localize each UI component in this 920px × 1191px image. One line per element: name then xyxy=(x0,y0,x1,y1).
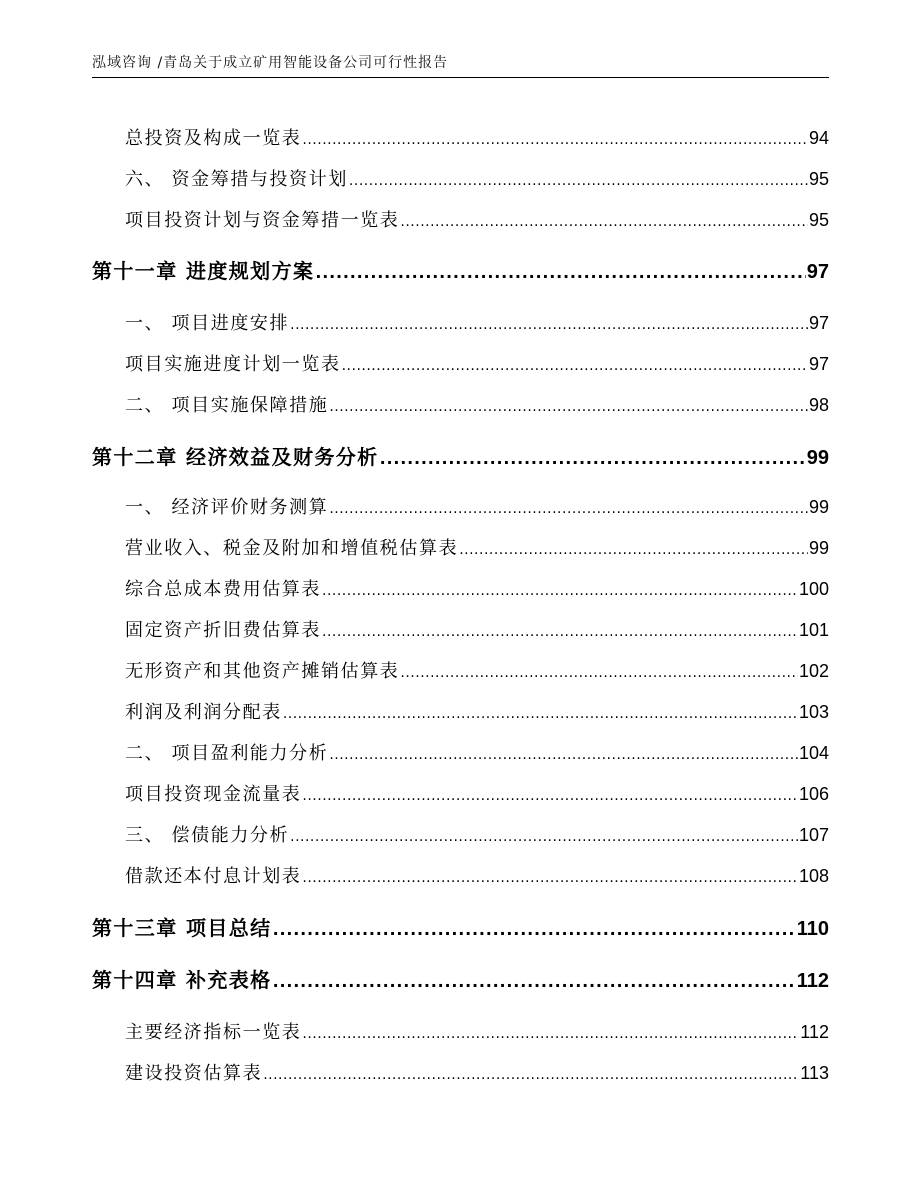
toc-entry-title: 无形资产和其他资产摊销估算表 xyxy=(125,661,400,682)
toc-entry-title: 总投资及构成一览表 xyxy=(125,128,302,149)
toc-entry-page: 108 xyxy=(798,866,829,886)
toc-leader-dots xyxy=(302,1026,799,1042)
toc-chapter[interactable] xyxy=(92,964,829,993)
toc-entry-title: 二、 项目盈利能力分析 xyxy=(125,743,329,764)
toc-leader-dots xyxy=(263,1067,799,1083)
toc-entry[interactable] xyxy=(125,309,829,335)
toc-entry-title: 一、 经济评价财务测算 xyxy=(125,497,329,518)
toc-leader-dots xyxy=(273,972,796,991)
toc-leader-dots xyxy=(302,788,798,804)
toc-entry-page: 95 xyxy=(808,169,829,189)
toc-leader-dots xyxy=(329,747,798,763)
toc-entry[interactable] xyxy=(125,534,829,560)
header-divider xyxy=(92,77,829,78)
toc-chapter-title: 第十二章 经济效益及财务分析 xyxy=(92,445,379,469)
toc-leader-dots xyxy=(302,870,798,886)
toc-chapter-page: 97 xyxy=(806,261,829,283)
toc-entry-page: 97 xyxy=(808,354,829,374)
toc-chapter-title: 第十四章 补充表格 xyxy=(92,968,272,992)
toc-leader-dots xyxy=(349,173,808,189)
toc-entry[interactable] xyxy=(125,657,829,683)
toc-entry-title: 主要经济指标一览表 xyxy=(125,1022,302,1043)
toc-chapter-title: 第十一章 进度规划方案 xyxy=(92,259,315,283)
toc-entry-page: 106 xyxy=(798,784,829,804)
toc-entry-page: 99 xyxy=(808,538,829,558)
toc-entry-title: 项目实施进度计划一览表 xyxy=(125,354,341,375)
toc-leader-dots xyxy=(329,399,808,415)
toc-chapter-page: 99 xyxy=(806,447,829,469)
toc-chapter[interactable] xyxy=(92,441,829,470)
toc-entry[interactable] xyxy=(125,575,829,601)
toc-entry[interactable] xyxy=(125,739,829,765)
toc-entry[interactable] xyxy=(125,698,829,724)
toc-leader-dots xyxy=(290,317,808,333)
toc-entry[interactable] xyxy=(125,1018,829,1044)
toc-entry-title: 六、 资金筹措与投资计划 xyxy=(125,169,348,190)
toc-entry-title: 建设投资估算表 xyxy=(125,1063,263,1084)
toc-entry-page: 113 xyxy=(800,1063,829,1083)
toc-chapter-title: 第十三章 项目总结 xyxy=(92,916,272,940)
toc-leader-dots xyxy=(322,624,798,640)
toc-entry[interactable] xyxy=(125,165,829,191)
toc-entry-title: 营业收入、税金及附加和增值税估算表 xyxy=(125,538,459,559)
toc-entry[interactable] xyxy=(125,350,829,376)
toc-entry-page: 97 xyxy=(808,313,829,333)
toc-entry[interactable] xyxy=(125,206,829,232)
toc-entry-page: 102 xyxy=(798,661,829,681)
toc-entry-title: 项目投资现金流量表 xyxy=(125,784,302,805)
toc-entry-page: 95 xyxy=(808,210,829,230)
toc-leader-dots xyxy=(329,501,808,517)
toc-entry[interactable] xyxy=(125,821,829,847)
page-header: 泓域咨询 /青岛关于成立矿用智能设备公司可行性报告 xyxy=(92,55,449,71)
toc-entry-page: 103 xyxy=(798,702,829,722)
toc-entry[interactable] xyxy=(125,780,829,806)
toc-entry-page: 112 xyxy=(800,1022,829,1042)
toc-entry-page: 94 xyxy=(808,128,829,148)
toc-entry-page: 100 xyxy=(798,579,829,599)
toc-entry-title: 二、 项目实施保障措施 xyxy=(125,395,329,416)
toc-chapter-page: 112 xyxy=(796,970,829,992)
toc-entry-page: 99 xyxy=(808,497,829,517)
toc-leader-dots xyxy=(400,214,808,230)
toc-leader-dots xyxy=(290,829,798,845)
toc-leader-dots xyxy=(302,132,808,148)
toc-entry-page: 98 xyxy=(808,395,829,415)
toc-entry[interactable] xyxy=(125,1059,829,1085)
toc-chapter[interactable] xyxy=(92,912,829,941)
toc-entry[interactable] xyxy=(125,391,829,417)
toc-entry[interactable] xyxy=(125,493,829,519)
toc-leader-dots xyxy=(380,449,806,468)
toc-leader-dots xyxy=(342,358,808,374)
toc-entry[interactable] xyxy=(125,124,829,150)
toc-leader-dots xyxy=(315,263,805,282)
toc-entry[interactable] xyxy=(125,616,829,642)
toc-entry-title: 综合总成本费用估算表 xyxy=(125,579,321,600)
toc-leader-dots xyxy=(283,706,798,722)
toc-entry-page: 104 xyxy=(798,743,829,763)
toc-entry-title: 三、 偿债能力分析 xyxy=(125,825,290,846)
toc-entry-title: 一、 项目进度安排 xyxy=(125,313,290,334)
toc-leader-dots xyxy=(400,665,798,681)
toc-entry-title: 固定资产折旧费估算表 xyxy=(125,620,321,641)
toc-entry-title: 借款还本付息计划表 xyxy=(125,866,302,887)
toc-chapter-page: 110 xyxy=(796,918,829,940)
toc-leader-dots xyxy=(322,583,798,599)
toc-entry-title: 利润及利润分配表 xyxy=(125,702,282,723)
toc-entry[interactable] xyxy=(125,862,829,888)
toc-leader-dots xyxy=(273,920,796,939)
toc-entry-page: 101 xyxy=(798,620,829,640)
toc-entry-title: 项目投资计划与资金筹措一览表 xyxy=(125,210,400,231)
toc-leader-dots xyxy=(459,542,808,558)
toc-chapter[interactable] xyxy=(92,255,829,284)
toc-entry-page: 107 xyxy=(798,825,829,845)
